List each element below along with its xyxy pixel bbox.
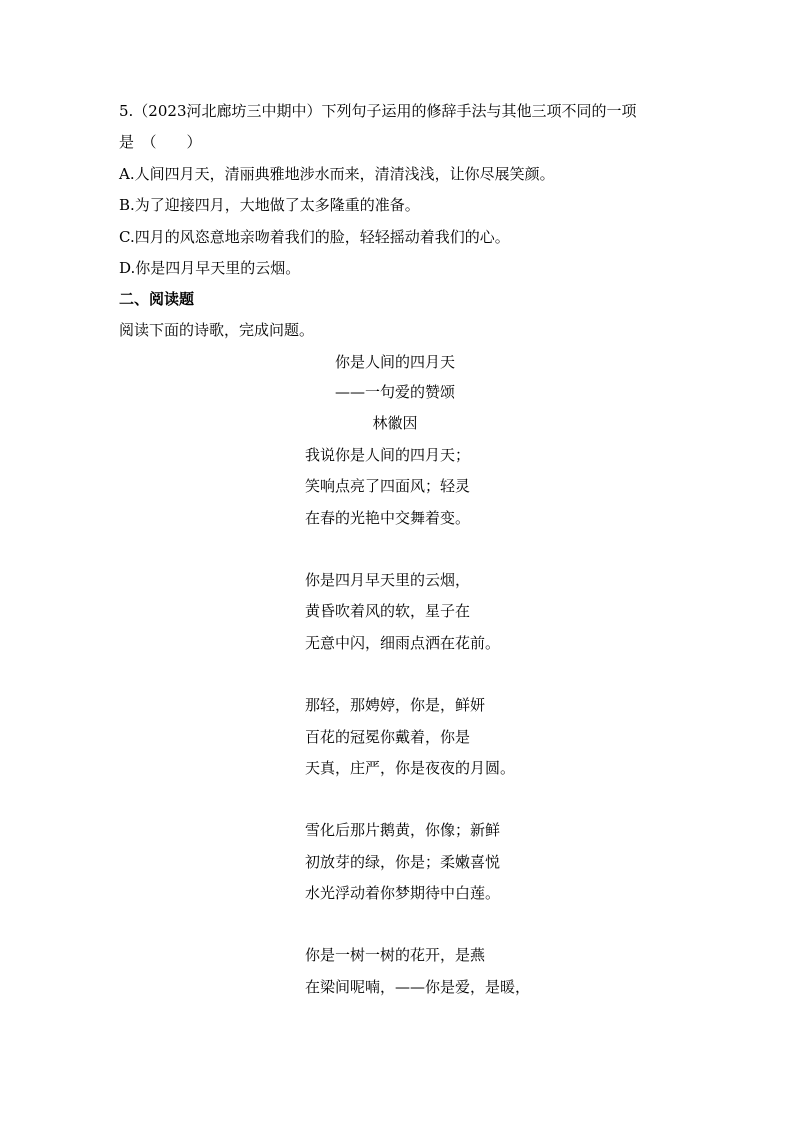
- poem-title: 你是人间的四月天: [334, 353, 455, 371]
- option-d: D.你是四月早天里的云烟。: [119, 259, 301, 277]
- poem-line: 无意中闪，细雨点洒在花前。: [305, 634, 501, 652]
- poem-line: 在梁间呢喃，——你是爱，是暖，: [305, 978, 531, 996]
- option-b: B.为了迎接四月，大地做了太多隆重的准备。: [119, 196, 420, 214]
- option-c: C.四月的风恣意地亲吻着我们的脸，轻轻摇动着我们的心。: [119, 228, 510, 246]
- poem-line: 初放芽的绿，你是；柔嫩喜悦: [305, 853, 501, 871]
- section-heading: 二、阅读题: [119, 290, 195, 308]
- poem-line: 在春的光艳中交舞着变。: [305, 509, 471, 527]
- poem-line: 雪化后那片鹅黄，你像；新鲜: [305, 821, 501, 839]
- poem-line: 你是一树一树的花开，是燕: [305, 946, 486, 964]
- poem-line: 百花的冠冕你戴着，你是: [305, 728, 471, 746]
- poem-subtitle: ——一句爱的赞颂: [334, 383, 455, 401]
- option-a: A.人间四月天，清丽典雅地涉水而来，清清浅浅，让你尽展笑颜。: [119, 165, 555, 183]
- poem-line: 黄昏吹着风的软，星子在: [305, 602, 471, 620]
- poem-line: 天真，庄严，你是夜夜的月圆。: [305, 759, 516, 777]
- poem-author: 林徽因: [372, 414, 418, 432]
- poem-line: 那轻，那娉婷，你是，鲜妍: [305, 696, 486, 714]
- poem-line: 我说你是人间的四月天；: [305, 446, 471, 464]
- question-stem-line-1: 5.（2023河北廊坊三中期中）下列句子运用的修辞手法与其他三项不同的一项: [119, 102, 637, 120]
- section-instruction: 阅读下面的诗歌，完成问题。: [119, 321, 315, 339]
- poem-line: 水光浮动着你梦期待中白莲。: [305, 884, 501, 902]
- question-stem-line-2: 是 （ ）: [119, 133, 202, 151]
- poem-line: 你是四月早天里的云烟，: [305, 571, 471, 589]
- poem-line: 笑响点亮了四面风；轻灵: [305, 477, 471, 495]
